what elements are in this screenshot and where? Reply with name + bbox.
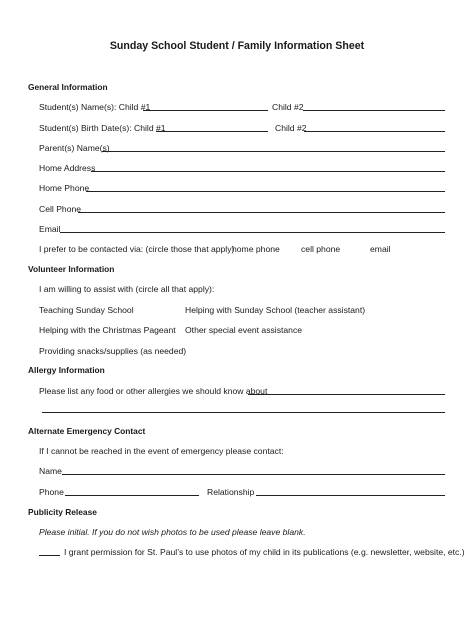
home-phone-field[interactable] bbox=[86, 191, 445, 192]
emergency-phone-label: Phone bbox=[39, 487, 64, 497]
emergency-intro: If I cannot be reached in the event of emergency please contact: bbox=[39, 446, 284, 456]
child1-name-field[interactable] bbox=[143, 110, 268, 111]
child2-name-field[interactable] bbox=[303, 110, 445, 111]
home-address-field[interactable] bbox=[91, 171, 445, 172]
home-phone-label: Home Phone bbox=[39, 183, 90, 193]
parents-name-field[interactable] bbox=[102, 151, 445, 152]
allergy-field-line-1[interactable] bbox=[248, 394, 445, 395]
document-title: Sunday School Student / Family Information Sheet bbox=[109, 40, 365, 52]
emergency-phone-field[interactable] bbox=[65, 495, 199, 496]
child2-name-label: Child #2 bbox=[272, 102, 304, 112]
child1-name-label: Student(s) Name(s): Child #1 bbox=[39, 102, 151, 112]
publicity-release-heading: Publicity Release bbox=[28, 507, 97, 517]
volunteer-option-christmas-pageant[interactable]: Helping with the Christmas Pageant bbox=[39, 325, 176, 335]
publicity-initial-field[interactable] bbox=[39, 555, 60, 556]
cell-phone-field[interactable] bbox=[78, 212, 445, 213]
child1-birth-label: Student(s) Birth Date(s): Child #1 bbox=[39, 123, 166, 133]
volunteer-intro: I am willing to assist with (circle all that apply): bbox=[39, 284, 215, 294]
parents-name-label: Parent(s) Name(s) bbox=[39, 143, 110, 153]
emergency-name-label: Name bbox=[39, 466, 62, 476]
emergency-name-field[interactable] bbox=[62, 474, 445, 475]
volunteer-option-teacher-assistant[interactable]: Helping with Sunday School (teacher assistant) bbox=[185, 305, 366, 315]
volunteer-information-heading: Volunteer Information bbox=[28, 264, 115, 274]
general-information-heading: General Information bbox=[28, 82, 108, 92]
contact-option-home-phone[interactable]: home phone bbox=[232, 244, 280, 254]
email-label: Email bbox=[39, 224, 61, 234]
child2-birth-label: Child #2 bbox=[275, 123, 307, 133]
contact-option-cell-phone[interactable]: cell phone bbox=[301, 244, 341, 254]
contact-preference-label: I prefer to be contacted via: (circle those that apply) bbox=[39, 244, 235, 254]
child2-birth-field[interactable] bbox=[304, 131, 445, 132]
allergy-information-heading: Allergy Information bbox=[28, 365, 105, 375]
home-address-label: Home Address bbox=[39, 163, 96, 173]
allergy-field-line-2[interactable] bbox=[42, 412, 445, 413]
relationship-label: Relationship bbox=[207, 487, 255, 497]
cell-phone-label: Cell Phone bbox=[39, 204, 82, 214]
child1-birth-field[interactable] bbox=[156, 131, 268, 132]
publicity-note: Please initial. If you do not wish photos to be used please leave blank. bbox=[39, 527, 306, 537]
emergency-contact-heading: Alternate Emergency Contact bbox=[28, 426, 146, 436]
relationship-field[interactable] bbox=[256, 495, 445, 496]
publicity-permission-text: I grant permission for St. Paul’s to use photos of my child in its publications (e.g. newsletter, website, etc.) bbox=[64, 547, 465, 557]
contact-option-email[interactable]: email bbox=[370, 244, 391, 254]
volunteer-option-special-event[interactable]: Other special event assistance bbox=[185, 325, 303, 335]
allergy-prompt: Please list any food or other allergies we should know about bbox=[39, 386, 268, 396]
volunteer-option-snacks[interactable]: Providing snacks/supplies (as needed) bbox=[39, 346, 187, 356]
email-field[interactable] bbox=[60, 232, 445, 233]
volunteer-option-teaching[interactable]: Teaching Sunday School bbox=[39, 305, 134, 315]
